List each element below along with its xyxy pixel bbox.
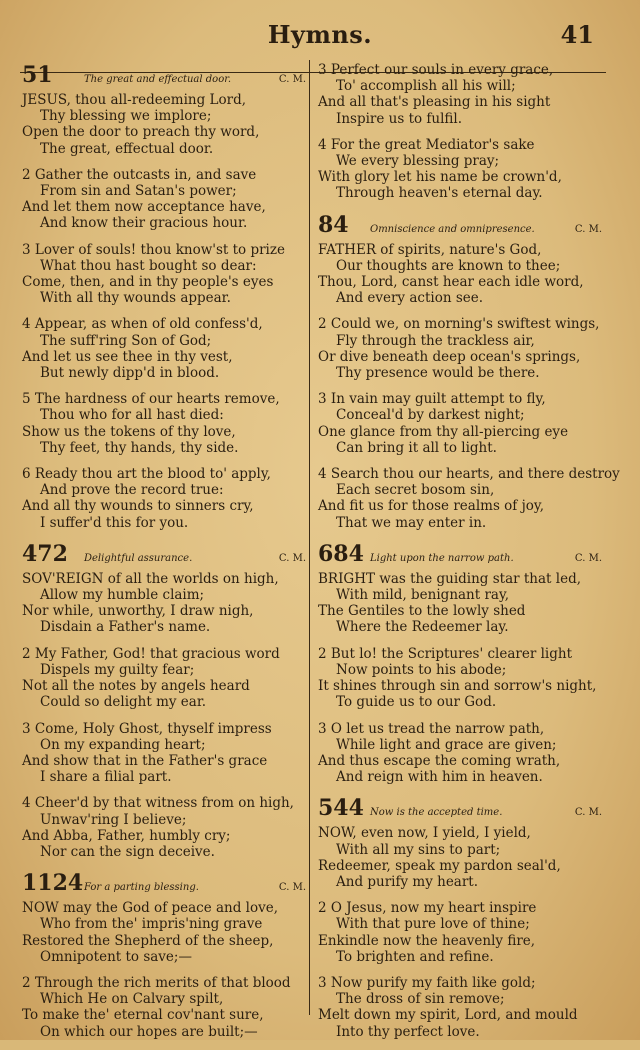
- verse-line: 4 For the great Mediator's sake: [318, 136, 535, 153]
- verse-line: It shines through sin and sorrow's night,: [318, 678, 597, 695]
- verse-line: 2 My Father, God! that gracious word: [22, 645, 280, 662]
- verse-line: And let us see thee in thy vest,: [22, 348, 233, 365]
- verse-line: Conceal'd by darkest night;: [336, 407, 525, 424]
- hymn-heading: [22, 62, 306, 88]
- hymn-verse: [318, 825, 602, 890]
- verse-line: Thy presence would be there.: [336, 365, 540, 382]
- verse-line: To' accomplish all his will;: [336, 78, 516, 95]
- hymn-meter: C. M.: [278, 882, 306, 894]
- verse-line: 4 Appear, as when of old confess'd,: [22, 316, 263, 333]
- verse-line: 2 But lo! the Scriptures' clearer light: [318, 645, 572, 662]
- verse-line: On which our hopes are built;—: [40, 1023, 258, 1040]
- hymn-verse: [22, 795, 306, 860]
- verse-line: On my expanding heart;: [40, 736, 206, 753]
- verse-line: JESUS, thou all-redeeming Lord,: [22, 92, 247, 108]
- verse-line: Restored the Shepherd of the sheep,: [22, 932, 274, 949]
- verse-line: And purify my heart.: [336, 873, 479, 890]
- verse-line: Inspire us to fulfil.: [336, 110, 463, 127]
- hymn-verse: [318, 242, 602, 307]
- hymn-verse: [318, 721, 602, 786]
- verse-line: With all thy wounds appear.: [40, 290, 231, 307]
- verse-line: 3 O let us tread the narrow path,: [318, 720, 545, 737]
- verse-line: One glance from thy all-piercing eye: [318, 423, 569, 440]
- verse-line: Show us the tokens of thy love,: [22, 423, 236, 440]
- verse-line: And let them now acceptance have,: [22, 199, 266, 216]
- verse-line: But newly dipp'd in blood.: [40, 365, 220, 382]
- verse-line: NOW, even now, I yield, I yield,: [318, 825, 531, 842]
- hymn-verse: [318, 646, 602, 711]
- verse-line: Allow my humble claim;: [40, 587, 205, 604]
- verse-line: To make the' eternal cov'nant sure,: [22, 1007, 264, 1024]
- hymn-topic: Now is the accepted time.: [370, 807, 503, 819]
- hymn: [22, 870, 306, 1040]
- verse-line: With glory let his name be crown'd,: [318, 169, 562, 186]
- verse-line: BRIGHT was the guiding star that led,: [318, 570, 582, 587]
- verse-line: We every blessing pray;: [336, 153, 500, 170]
- verse-line: Nor while, unworthy, I draw nigh,: [22, 603, 254, 620]
- hymn: [22, 62, 306, 531]
- right-column: [318, 62, 620, 1050]
- hymn-heading: [318, 541, 602, 567]
- verse-line: Nor can the sign deceive.: [40, 843, 215, 860]
- verse-line: And know their gracious hour.: [40, 215, 248, 232]
- verse-line: Melt down my spirit, Lord, and mould: [318, 1007, 578, 1024]
- verse-line: 4 Cheer'd by that witness from on high,: [22, 795, 294, 812]
- verse-line: The great, effectual door.: [40, 140, 214, 157]
- verse-line: Open the door to preach thy word,: [22, 124, 260, 141]
- hymn: [318, 795, 602, 1039]
- verse-line: Fly through the trackless air,: [336, 332, 535, 349]
- hymn-verse: [318, 391, 602, 456]
- verse-line: Could so delight my ear.: [40, 694, 207, 711]
- hymn-verse: [22, 316, 306, 381]
- verse-line: The suff'ring Son of God;: [40, 332, 212, 349]
- verse-line: 2 O Jesus, now my heart inspire: [318, 900, 537, 917]
- verse-line: The Gentiles to the lowly shed: [318, 603, 526, 620]
- verse-line: FATHER of spirits, nature's God,: [318, 241, 542, 258]
- verse-line: 3 Perfect our souls in every grace,: [318, 62, 554, 78]
- hymn-number: 472: [22, 540, 68, 567]
- verse-line: And reign with him in heaven.: [336, 769, 543, 786]
- verse-line: And every action see.: [336, 290, 484, 307]
- hymn-meter: C. M.: [278, 74, 306, 85]
- verse-line: Into thy perfect love.: [336, 1023, 480, 1040]
- hymn-verse: [22, 92, 306, 157]
- hymn-verse: [318, 316, 602, 381]
- hymn-verse: [318, 975, 602, 1040]
- verse-line: To brighten and refine.: [336, 948, 494, 965]
- verse-line: Omnipotent to save;—: [40, 948, 192, 965]
- verse-line: Now points to his abode;: [336, 661, 507, 678]
- hymn-verse: [22, 721, 306, 786]
- verse-line: That we may enter in.: [336, 514, 487, 531]
- verse-line: And all that's pleasing in his sight: [318, 94, 551, 111]
- hymn-verse: [318, 137, 602, 202]
- hymn-topic: Delightful assurance.: [84, 552, 193, 564]
- verse-line: And all thy wounds to sinners cry,: [22, 498, 254, 515]
- hymn-number: 544: [318, 795, 364, 822]
- hymn-verse: [22, 167, 306, 232]
- verse-line: With that pure love of thine;: [336, 916, 530, 933]
- verse-line: 5 The hardness of our hearts remove,: [22, 391, 280, 408]
- hymn-topic: The great and effectual door.: [84, 74, 232, 85]
- hymn-heading: [318, 212, 602, 238]
- verse-line: I share a filial part.: [40, 769, 172, 786]
- hymn-verse: [22, 391, 306, 456]
- hymn-verse: [22, 900, 306, 965]
- hymn: [318, 541, 602, 785]
- verse-line: 3 Come, Holy Ghost, thyself impress: [22, 720, 272, 737]
- verse-line: Thy feet, thy hands, thy side.: [40, 439, 239, 456]
- verse-line: Come, then, and in thy people's eyes: [22, 274, 274, 291]
- verse-line: And show that in the Father's grace: [22, 752, 268, 769]
- hymn-verse: [22, 646, 306, 711]
- verse-line: Where the Redeemer lay.: [336, 619, 509, 636]
- verse-line: Or dive beneath deep ocean's springs,: [318, 348, 581, 365]
- verse-line: NOW may the God of peace and love,: [22, 900, 279, 917]
- hymn-verse: [318, 466, 620, 531]
- hymn-verse: [318, 900, 602, 965]
- verse-line: Redeemer, speak my pardon seal'd,: [318, 857, 561, 874]
- verse-line: And thus escape the coming wrath,: [318, 752, 561, 769]
- verse-line: Which He on Calvary spilt,: [40, 991, 224, 1008]
- hymn-topic: For a parting blessing.: [84, 882, 199, 894]
- hymn-heading: [22, 870, 306, 896]
- verse-line: Thou who for all hast died:: [40, 407, 224, 424]
- hymn-verse: [22, 466, 306, 531]
- hymn: [318, 211, 620, 531]
- verse-line: Through heaven's eternal day.: [336, 185, 543, 202]
- hymn-meter: C. M.: [574, 552, 602, 564]
- verse-line: Who from the' impris'ning grave: [40, 916, 263, 933]
- verse-line: While light and grace are given;: [336, 736, 557, 753]
- verse-line: 2 Through the rich merits of that blood: [22, 974, 291, 991]
- verse-line: Unwav'ring I believe;: [40, 811, 187, 828]
- hymn-verse: [318, 62, 602, 127]
- hymn-verse: [318, 571, 602, 636]
- verse-line: And prove the record true:: [40, 482, 224, 499]
- left-column: [22, 62, 306, 1050]
- hymn-number: 1124: [22, 870, 84, 897]
- hymn-verse: [22, 571, 306, 636]
- verse-line: I suffer'd this for you.: [40, 514, 189, 531]
- verse-line: To guide us to our God.: [336, 694, 497, 711]
- verse-line: Our thoughts are known to thee;: [336, 257, 561, 274]
- verse-line: What thou hast bought so dear:: [40, 257, 257, 274]
- verse-line: Enkindle now the heavenly fire,: [318, 932, 536, 949]
- verse-line: With all my sins to part;: [336, 841, 501, 858]
- verse-line: From sin and Satan's power;: [40, 183, 237, 200]
- hymn-meter: C. M.: [278, 552, 306, 564]
- verse-line: Each secret bosom sin,: [336, 482, 495, 499]
- hymn-verse: [22, 975, 306, 1040]
- verse-line: And fit us for those realms of joy,: [318, 498, 545, 515]
- column-divider: [309, 60, 310, 1015]
- hymn-topic: Light upon the narrow path.: [370, 552, 514, 564]
- hymn-number: 684: [318, 540, 364, 567]
- verse-line: 2 Gather the outcasts in, and save: [22, 166, 257, 183]
- verse-line: With mild, benignant ray,: [336, 587, 510, 604]
- verse-line: 6 Ready thou art the blood to' apply,: [22, 466, 271, 483]
- verse-line: The dross of sin remove;: [336, 991, 505, 1008]
- verse-line: 3 Now purify my faith like gold;: [318, 974, 536, 991]
- hymn-heading: [318, 795, 602, 821]
- verse-line: 4 Search thou our hearts, and there destroy: [318, 466, 620, 483]
- page-header: [0, 20, 640, 60]
- page-title: Hymns.: [267, 20, 373, 49]
- verse-line: Thou, Lord, canst hear each idle word,: [318, 274, 584, 291]
- hymn-number: 84: [318, 211, 349, 238]
- hymn-meter: C. M.: [574, 223, 602, 235]
- verse-line: Can bring it all to light.: [336, 439, 497, 456]
- verse-line: Dispels my guilty fear;: [40, 661, 195, 678]
- verse-line: Thy blessing we implore;: [40, 108, 212, 125]
- verse-line: 2 Could we, on morning's swiftest wings,: [318, 316, 600, 333]
- hymn-number: 51: [22, 62, 53, 88]
- page-number: 41: [560, 20, 594, 49]
- hymn-heading: [22, 541, 306, 567]
- verse-line: And Abba, Father, humbly cry;: [22, 827, 231, 844]
- verse-line: SOV'REIGN of all the worlds on high,: [22, 570, 279, 587]
- hymn-meter: C. M.: [574, 807, 602, 819]
- verse-line: 3 Lover of souls! thou know'st to prize: [22, 241, 285, 258]
- verse-line: Disdain a Father's name.: [40, 619, 211, 636]
- hymn-topic: Omniscience and omnipresence.: [370, 223, 535, 235]
- hymn-verse: [22, 242, 306, 307]
- verse-line: 3 In vain may guilt attempt to fly,: [318, 391, 546, 408]
- verse-line: Not all the notes by angels heard: [22, 678, 250, 695]
- hymn: [22, 541, 306, 860]
